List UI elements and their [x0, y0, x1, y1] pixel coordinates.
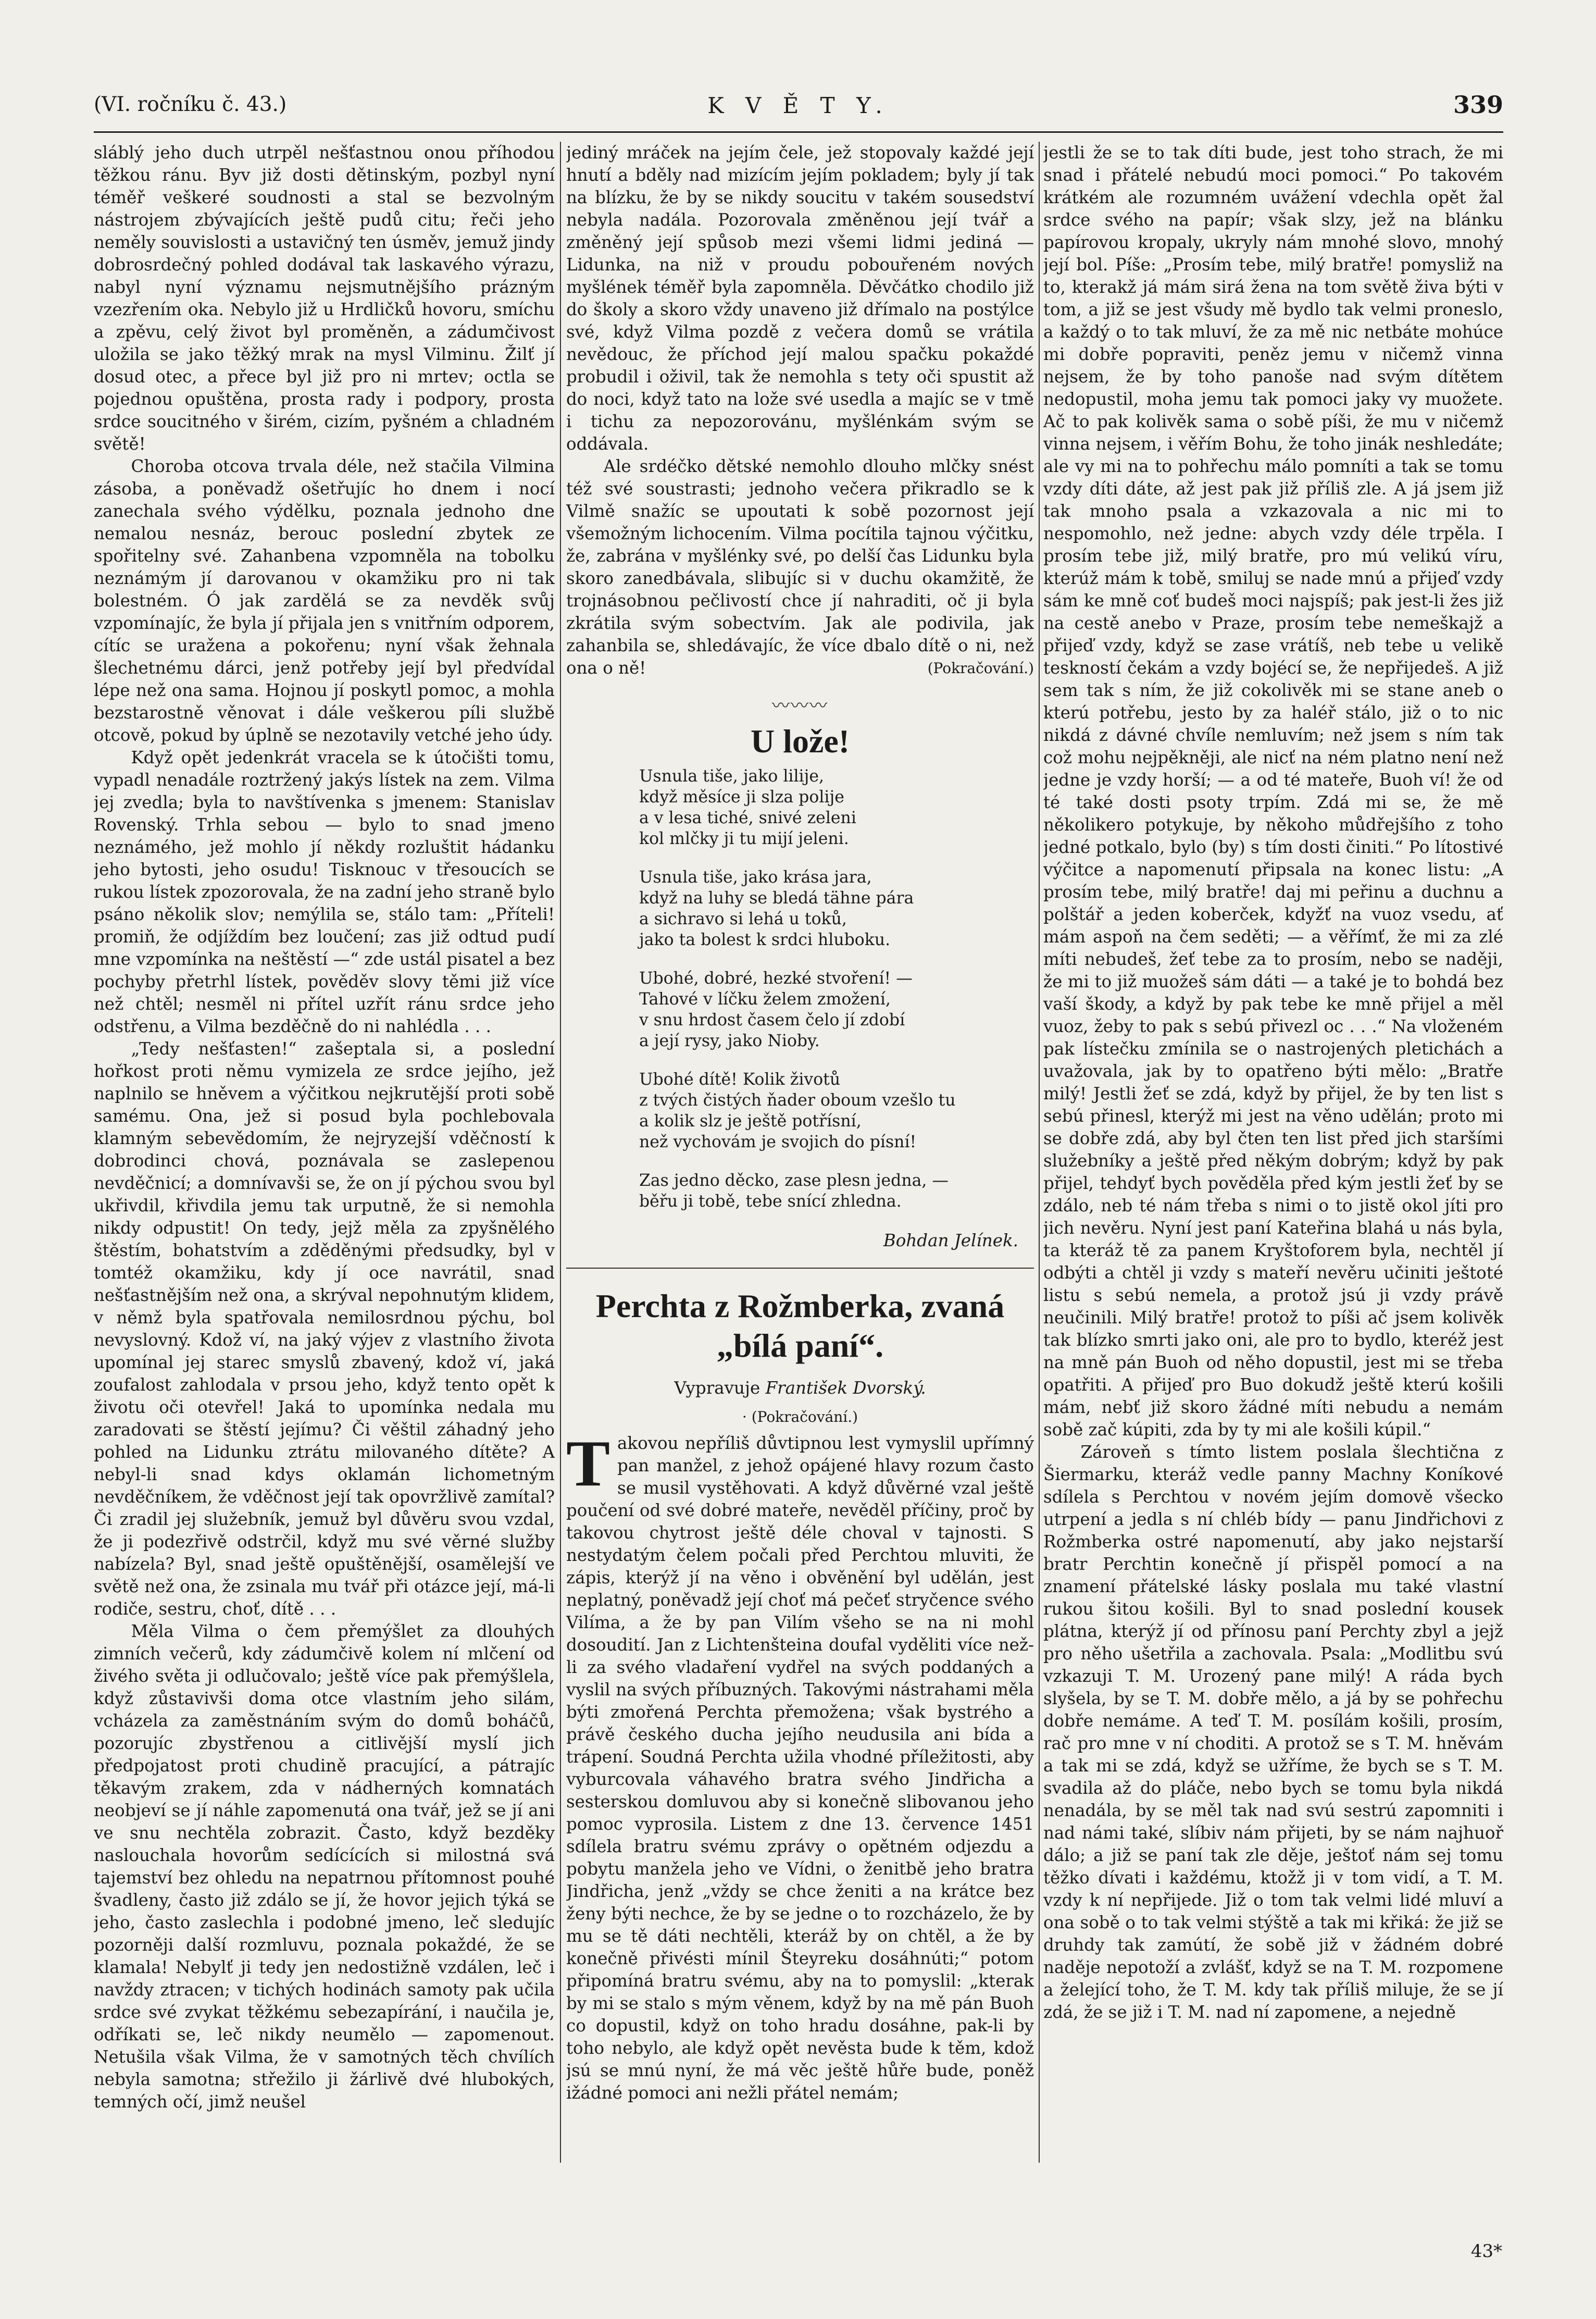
paragraph: Zároveň s tímto listem poslala šlechtična z Šiermarku, kteráž vedle panny Machny Koníkové sdílela s Perchtou v novém jejím domově všecko utrpení a jedla s ní chléb bídy — panu Jindřichovi z Rožmberka ostré napomenutí, aby jako nejstarší bratr Perchtin konečně jí přispěl pomocí a na znamení přátelské lásky poslala mu také vlastní rukou šitou košili. Byl to snad poslední kousek plátna, kterýž jí od přínosu paní Perchty zbyl a jejž pro něho ušetřila a zachovala. Psala: „Modlitbu svú vzkazuji T. M. Urozený pane milý! A ráda bych slyšela, by se T. M. dobře mělo, a já by se pohřechu dobře nemáme. A teď T. M. posílám košili, prosím, rač pro mne v ní choditi. A protož se s T. M. hněvám a tak mi se zdá, když se užříme, že bych se s T. M. svadila až do pláče, nebo bych se tomu byla nikdá nenadála, by se měl tak nad svú sestrú zapomniti i nad námi také, slíbiv nám přijeti, by se nám najhuoř dálo; a již se paní tak zle děje, ještoť nám sej tomu těžko dívati i každému, ktožž ji v tom vidí, a T. M. vzdy k ní nepřijede. Již o tom tak velmi lidé mluví a ona sobě o to tak velmi stýště a tak mi křiká: že již se druhdy tak zamútí, že sobě již v žádném dobré naděje nepotoží a zvlášť, když se na T. M. rozpomene a želející toho, že T. M. kdy tak příliš miluje, že se jí zdá, že se již i T. M. nad ní zapomene, a nejedně — [1043, 1442, 1503, 2022]
paragraph: jestli že se to tak díti bude, jest toho strach, že mi snad i přátelé nebudú moci pomoci.“ Po takovém krátkém ale rozumném uvážení vdechla opět žal srdce svého na papír; však slzy, jež na blánku papírovou kropaly, ukryly nám mnohé slovo, mnohý její bol. Píše: „Prosím tebe, milý bratře! pomysliž na to, kterakž já mám sirá žena na tom světě živa býti v tom, a již se jest všudy mě bydlo tak velmi proneslo, a každý o to tak mluví, že za mě nic netbáte mohúce mi dobře popraviti, peněz jemu v ničemž vinna nejsem, že by toho panoše nad svým dítětem nedopustil, moha jemu tak pomoci jaky vy muožete. Ač to pak kolivěk sama o sobě píši, že mu v ničemž vinna nejsem, i věřím Bohu, že toho jinák neshledáte; ale vy mi na to pohřechu málo pomníti a tak se tomu vzdy díti dáte, až jest pak již příliš zle. A já jsem již tak mnoho psala a vzkazovala a nic mi to nespomohlo, než jedne: abych vzdy déle trpěla. I prosím tebe již, milý bratře, pro mú velikú víru, kterúž mám k tobě, smiluj se nade mnú a přijeď vzdy sám ke mně coť budeš moci najspíš; pak jest-li žes již na cestě anebo v Praze, prosím tebe nemeškajž a přijeď vzdy, když se zase vrátíš, neb tebe u velikě teskností čekám a vzdy bojécí se, že nepřijedeš. A již sem tak s ním, že již cokolivěk mi se stane aneb o kterú potřebu, jesto by za haléř stálo, již o to nic nikdá z dávné chvíle nemluvím; než jsem s ním tak což mohu nejpěkněji, ale nicť na ném platno není než jedne je vzdy horší; — a od té mateře, Buoh ví! že od té také dosti psoty trpím. Zdá mi se, že mě několikero potykuje, by někoho můdřejšího z toho jedné potkalo, bylo (by) s tím dosti činiti.“ Po lítostivé výčitce a napomenutí připsala na konec listu: „A prosím tebe, milý bratře! daj mi peřinu a duchnu a polštář a jeden koberček, kdyžť na vuoz vsedu, ať mám aspoň na čem seděti; — a věřímť, že mi za zlé míti nebudeš, žeť tebe za to prosím, nebo se naději, že mi to již muožeš sám dáti — a také je to bohdá bez vaší škody, a když by pak tebe ke mně přijel a měl vuoz, žeby to pak s sebú přivezl oc . . .“ Na vloženém pak lístečku zmínila se o nastrojených pletichách a uvažovala, jak by to opatřeno býti mělo: „Bratře milý! Jestli žeť se zdá, když by přijel, že by ten list s sebú přinesl, kterýž mi jest na věno udělán; proto mi se dobře zdá, aby byl čten ten list před jich staršími služebníky a ještě před někým dobrým; když by pak přijel, tehdyť bych pověděla před kým jestli žeť by se zdálo, neb té nám třeba s nimi o to jistě okol jíti pro jich nevěru. Nyní jest paní Kateřina blahá u nás byla, ta kteráž tě za panem Kryštoforem byla, nechtěl jí odbýti a chtěl ji vzdy s mateří nevěru učiniti ještoté listu s sebú nemela, a protož jsú ji vzdy právě neučinili. Milý bratře! protož to píši ač jsem kolivěk tak blízko smrti jako oni, ale pro to bydlo, kteréž jest na mně pán Buoh od něho dopustil, jest mi se třeba opatřiti. A přijeď pro Buo dokudž ještě kterú košili mám, nebť již skoro žádné míti nebudu a nemám sobě zač kúpiti, zda by ty mi ale košili kúpil.“ — [1043, 143, 1503, 1440]
poem-line: z tvých čistých ňader oboum vzešlo tu — [639, 1091, 956, 1110]
journal-title: K V Ě T Y. — [707, 93, 890, 118]
paragraph — [566, 1428, 1034, 2104]
paragraph: Když opět jedenkrát vracela se k útočišti tomu, vypadl nenadále roztržený jakýs lístek na zem. Vilma jej zvedla; byla to navštívenka s jmenem: Stanislav Rovenský. Trhla sebou — bylo to snad jmeno neznámého, jež mohlo jí někdy rozluštit hádanku jeho bytosti, jeho osudu! Tisknouc v třesoucích se rukou lístek zpozorovala, že na zadní jeho straně bylo psáno několik slov; nemýlila se, stálo tam: „Příteli! promiň, že odjíždím bez loučení; zas již odtud pudí mne vzpomínka na neštěstí —“ zde ustál pisatel a bez pochyby přetrhl lístek, pověděv slovy těmi již více než chtěl; nesměl ni přítel uzřít ránu srdce jeho odstřenu, a Vilma bezděčně do ni nahlédla . . . — [94, 748, 555, 1036]
poem-line: Usnula tiše, jako krása jara, — [639, 868, 872, 887]
column-3 — [1043, 142, 1503, 2163]
poem-stanza — [639, 867, 1034, 950]
paragraph: Měla Vilma o čem přemýšlet za dlouhých zimních večerů, kdy zádumčivě kolem ní mlčení od živého světa ji odlučovalo; ještě více pak přemýšlela, když zůstavivši doma otce vlastním jeho silám, vcházela za zaměstnáním svým do domů boháčů, pozorujíc zbystřenou a citlivější myslí jich předpojatost proti chudině pracující, a pátrajíc těkavým zrakem, zda v nádherných komnatách neobjeví se jí náhle zapomenutá ona tvář, jež se jí ani ve snu nechtěla zobrazit. Často, když bezděky naslouchala hovorům sedícících si milostná svá tajemství bez ohledu na nepatrnou přítomnost pouhé švadleny, často již zdálo se jí, že hovor jejich týká se jeho, často zaslechla i podobné jmeno, leč sledujíc pozorněji další rozmluvu, poznala pokaždé, že se klamala! Nebylť ji tedy jen nedostižně vzdálen, leč i navždy ztracen; v tichých hodinách samoty pak učila srdce své zvykat těžkému sebezapírání, i naučila je, odříkati se, leč nikdy neumělo — zapomenout. Netušila však Vilma, že v samotných těch chvílích nebyla samotna; střežilo ji žárlivě dvé hlubokých, temných očí, jimž neušel — [94, 1621, 555, 2112]
poem-line: než vychovám je svojich do písní! — [639, 1133, 917, 1151]
paragraph-text: akovou nepříliš důvtipnou lest vymyslil upřímný pan manžel, z jehož opájené hlavy rozum často se musil vystěhovati. A když důvěrné vzal ještě poučení od své dobré mateře, nevěděl příčiny, proč by takovou chytrost ještě déle choval v tajnosti. S nestydatým čelem počali před Perchtou mluviti, že zápis, kterýž jí na věno i obvěnění byl udělán, jest neplatný, poněvadž její choť má pečeť stryčence svého Vilíma, a že by pan Vilím všeho se na ni mohl dosoudití. Jan z Lichtenšteina doufal vyděliti více než-li za svého vladaření vydřel na svých poddaných a vyslil na svých příbuzných. Takovými nástrahami měla býti zmořená Perchta přemožena; však bystrého a právě českého ducha jejího neudusila ani bída a trápení. Soudná Perchta užila vhodné příležitosti, aby vyburcovala váhavého bratra svého Jindřicha a sesterskou domluvou aby si konečně slibovanou jeho pomoc vyprosila. Listem z dne 13. července 1451 sdílela bratru svému zprávy o opětném odjezdu a pobytu manžela jeho ve Vídni, o ženitbě jeho bratra Jindřicha, jenž „vždy se chce ženiti a na krátce bez ženy býti nechce, že by se jedne o to rozcházelo, že by mu se tě dáti nechtěli, kteráž by on chtěl, a že by konečně přivésti mínil Šteyreku dosáhnúti;“ potom připomíná bratru svému, aby na to pomyslil: „kterak by mi se stalo s mým věnem, když by na mě pán Buoh co dopustil, když on toho hradu dosáhne, pak-li by toho nebylo, ale když opět nevěsta bude k těm, kdož jsú se mnú nyní, že má věc ještě hůře bude, poněž ižádné pomoci ani nežli přátel nemám; — [566, 1433, 1034, 2103]
poem-stanza — [639, 1069, 1034, 1152]
paragraph-text: Ale srdéčko dětské nemohlo dlouho mlčky snést též své soustrasti; jednoho večera přikradlo se k Vilmě snažíc se upoutati k sobě pozornost její všemožným lichocením. Vilma pocítila tajnou výčitku, že, zabrána v myšlénky své, po delší čas Lidunku byla skoro zanedbávala, slibujíc si v duchu okamžitě, že trojnásobnou pečlivostí chce jí nahraditi, oč ji byla zkrátila svým sobectvím. Jak ale podivila, jak zahanbila se, shledávajíc, že více dbalo dítě o ni, než ona o ně! — [566, 456, 1034, 678]
paragraph — [566, 455, 1034, 679]
column-2 — [566, 142, 1034, 2163]
poem-stanza — [639, 968, 1034, 1051]
column-1 — [94, 142, 555, 2163]
poem-line: a kolik slz je ještě potřísní, — [639, 1112, 862, 1131]
page-number: 339 — [1453, 91, 1503, 119]
column-divider-1 — [560, 142, 561, 2163]
poem-line: Zas jedno děcko, zase plesn jedna, — — [639, 1171, 949, 1190]
poem-line: Ubohé, dobré, hezké stvoření! — — [639, 969, 913, 988]
poem-line: když na luhy se bledá tähne pára — [639, 889, 914, 908]
paragraph: sláblý jeho duch utrpěl nešťastnou onou příhodou těžkou ránu. Byv již dosti dětinským, pozbyl nyní téměř veškeré soudnosti a stal se bezvolným nástrojem zbývajících ještě pudů citu; řeči jeho neměly souvislosti a ustavičný ten úsměv, jemuž jindy dobrosrdečný pohled dodával tak laskavého výrazu, nabyl nyní významu nejsmutnějšího prázným vzezřením oka. Nebylo již u Hrdličků hovoru, smíchu a zpěvu, celý život byl proměněn, a zádumčivost uložila se jako těžký mrak na mysl Vilminu. Žilť jí dosud otec, a přece byl již pro ni mrtev; octla se pojednou opuštěna, prosta rady i podpory, prosta srdce soucitného v širém, cizím, pyšném a chladném světě! — [94, 143, 555, 454]
drop-cap: T — [566, 1428, 610, 1500]
poem-title: U lože! — [750, 723, 850, 760]
poem-line: a její rysy, jako Nioby. — [639, 1032, 820, 1050]
paragraph: „Tedy nešťasten!“ zašeptala si, a poslední hořkost proti němu vymizela ze srdce jejího, jež naplnilo se hněvem a výčitkou nejkrutější proti sobě samému. Ona, jež si posud byla pochlebovala klamným sebevědomím, že nejryzejší vděčností k dobrodinci chová, poznávala se zaslepenou nevděčnicí; a domnívavši se, že on jí pýchou svou byl ukřivdil, křivdila jemu tak urputně, že si nemohla nikdy odpustit! On tedy, jejž měla za zpyšnělého štěstím, bohatstvím a zděděnými předsudky, byl v tomtéž okamžiku, kdy jí oce navrátil, snad nešťastnějším než ona, a skrýval nepohnutým klidem, v němž byla spatřovala nemilosrdnou pýchu, bol nevyslovný. Kdož ví, na jaký výjev z vlastního života upomínal jej starec smyslů zbavený, kdož ví, jaká zoufalost zahlodala v prsou jeho, když tento opět k životu oči otevřel! Jaká to upomínka nedala mu zaradovati se štěstí jejímu? Či věštil záhadný jeho pohled na Lidunku ztrátu milovaného dítěte? A nebyl-li snad kdys oklamán lichometným nevděčníkem, že vděčnost její tak opovržlivě zamítal? Či zradil jej služebník, jemuž byl důvěru svou vzdal, že ji podezřivě odstrčil, když mu své věrné služby nabízela? Byl, snad ještě opuštěnější, osamělejší ve světě než ona, že zsinala mu tvář při otázce její, má-li rodiče, sestru, choť, dítě . . . — [94, 1039, 555, 1619]
poem-line: kol mlčky ji tu mijí jeleni. — [639, 829, 849, 848]
continued-note: (Pokračování.) — [927, 660, 1034, 677]
poem-line: jako ta bolest k srdci hluboku. — [639, 931, 891, 949]
running-head — [94, 93, 1503, 129]
signature-mark: 43* — [1470, 2241, 1502, 2262]
story-title: Perchta z Rožmberka, zvaná „bílá paní“. — [595, 1287, 1005, 1364]
poem-line: a v lesa tiché, snivé zeleni — [639, 809, 856, 827]
ornament-divider: 〰〰〰 — [772, 696, 828, 716]
poem-line: běřu ji tobě, tebe snící zhledna. — [639, 1192, 902, 1211]
poem-author: Bohdan Jelínek. — [883, 1231, 1018, 1250]
section-rule — [566, 1268, 1034, 1269]
column-divider-2 — [1039, 142, 1040, 2163]
poem-line: v snu hrdost časem čelo jí zdobí — [639, 1011, 905, 1030]
paragraph: jediný mráček na jejím čele, jež stopovaly každé její hnutí a bděly nad mizícím jejím pokladem; byly jí tak na blízku, že by se nikdy soucitu v takém sousedství nebyla nadála. Pozorovala změněnou její tvář a změněný její spůsob mezi všemi lidmi jediná — Lidunka, na niž v proudu pobouřeném nových myšlének téměř byla zapomněla. Děvčátko chodilo již do školy a skoro vždy unaveno již dřímalo na postýlce své, když Vilma pozdě z večera domů se vrátila nevědouc, že příchod její malou spačku pokaždé probudil i oživil, tak že nemohla s tety oči spustit až do noci, když tato na lože své usedla a majíc se v tmě i tichu za nepozorovánu, myšlénkám svým se oddávala. — [566, 143, 1034, 454]
poem-line: Usnula tiše, jako lilije, — [639, 767, 825, 786]
byline — [566, 1377, 1034, 1399]
header-rule — [94, 131, 1503, 133]
poem-stanza — [639, 1170, 1034, 1212]
byline-prefix: Vypravuje — [674, 1378, 760, 1398]
volume-issue-label: (VI. ročníku č. 43.) — [94, 93, 287, 116]
continued-label: · (Pokračování.) — [742, 1408, 858, 1425]
poem-line: Ubohé dítě! Kolik životů — [639, 1070, 841, 1089]
byline-author: František Dvorský. — [765, 1378, 926, 1398]
paragraph: Choroba otcova trvala déle, než stačila Vilmina zásoba, a poněvadž ošetřujíc ho dnem i nocí zanechala svého výdělku, poznala jednoho dne nemalou nesnáz, berouc poslední zbytek ze spořitelny své. Zahanbena vzpomněla na tobolku neznámým jí darovanou v okamžiku pro ni tak bolestném. Ó jak zardělá se za nevděk svůj vzpomínajíc, že byla jí přijala jen s vnitřním odporem, cítíc se uražena a pokořenu; nyní však žehnala šlechetnému dárci, jenž potřeby její byl předvídal lépe než ona sama. Hojnou jí poskytl pomoc, a mohla bezstarostně věnovat i dále veškerou píli službě otcově, pokud by úplně se nezotavily vetché jeho údy. — [94, 456, 555, 745]
poem-line: když měsíce ji slza polije — [639, 788, 844, 807]
poem-line: a sichravo si lehá u toků, — [639, 910, 847, 928]
poem-stanza — [639, 766, 1034, 849]
poem-line: Tahové v líčku želem zmožení, — [639, 990, 891, 1009]
